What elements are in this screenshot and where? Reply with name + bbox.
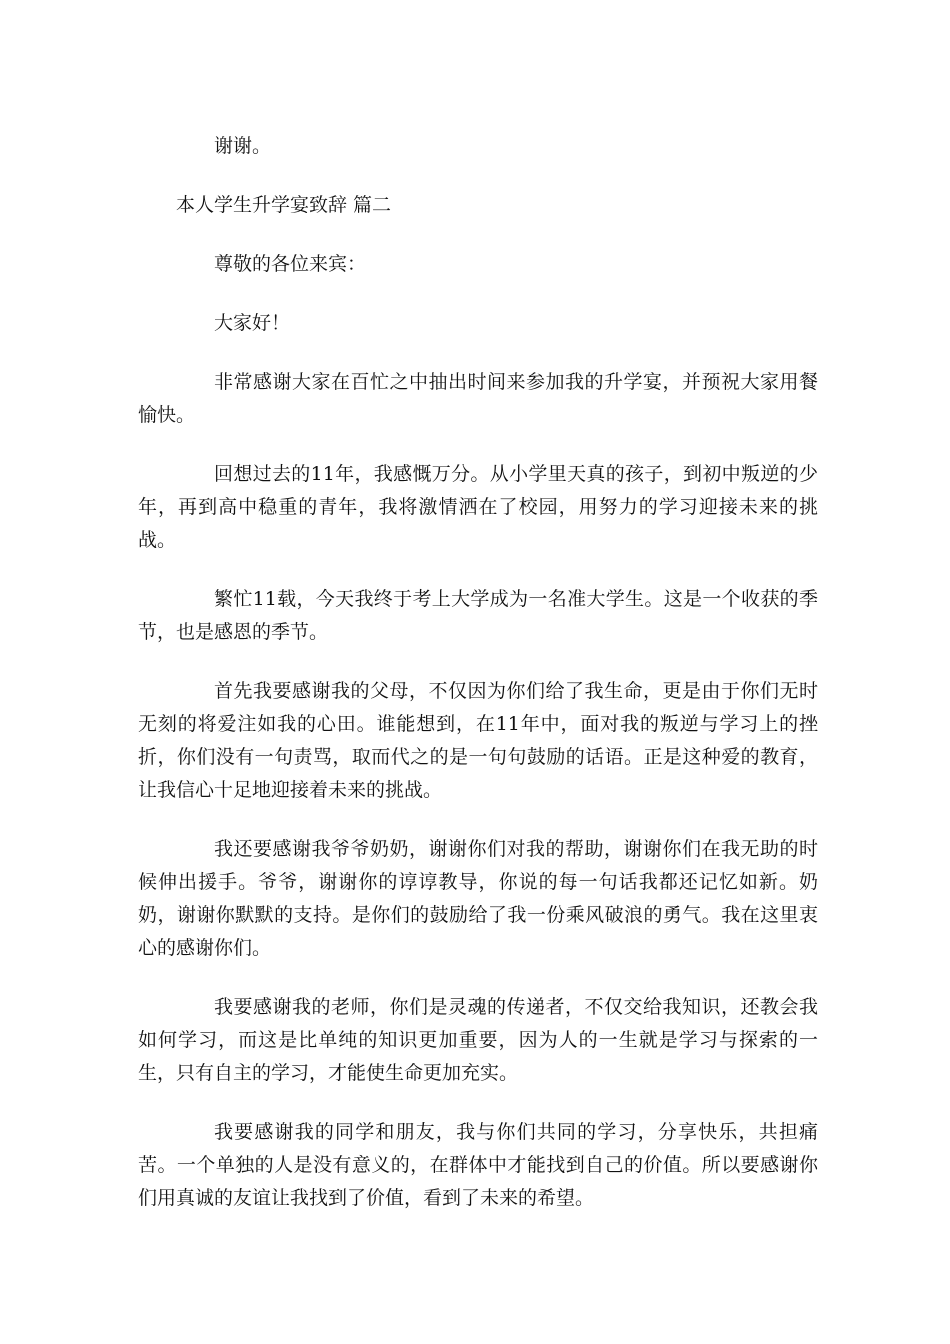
- salutation: 尊敬的各位来宾：: [214, 253, 367, 275]
- paragraph-parents: 首先我要感谢我的父母，不仅因为你们给了我生命，更是由于你们无时无刻的将爱注如我的心田。谁能想到，在11年中，面对我的叛逆与学习上的挫折，你们没有一句责骂，取而代之的是一句句鼓励的话语。正是这种爱的教育，让我信心十足地迎接着未来的挑战。: [138, 680, 818, 801]
- greeting: 大家好！: [214, 312, 291, 334]
- closing-thanks: 谢谢。: [214, 135, 272, 157]
- paragraph-grandparents: 我还要感谢我爷爷奶奶，谢谢你们对我的帮助，谢谢你们在我无助的时候伸出援手。爷爷，谢谢你的谆谆教导，你说的每一句话我都还记忆如新。奶奶，谢谢你默默的支持。是你们的鼓励给了我一份乘风破浪的勇气。我在这里衷心的感谢你们。: [138, 838, 818, 959]
- paragraph-friends: 我要感谢我的同学和朋友，我与你们共同的学习，分享快乐，共担痛苦。一个单独的人是没有意义的，在群体中才能找到自己的价值。所以要感谢你们用真诚的友谊让我找到了价值，看到了未来的希望。: [138, 1121, 818, 1209]
- paragraph-reflection: 回想过去的11年，我感慨万分。从小学里天真的孩子，到初中叛逆的少年，再到高中稳重的青年，我将激情洒在了校园，用努力的学习迎接未来的挑战。: [138, 463, 818, 551]
- document-body: [138, 130, 818, 1241]
- paragraph-thanks-guests: 非常感谢大家在百忙之中抽出时间来参加我的升学宴，并预祝大家用餐愉快。: [138, 371, 818, 426]
- section-heading: 本人学生升学宴致辞 篇二: [176, 194, 392, 216]
- paragraph-achievement: 繁忙11载，今天我终于考上大学成为一名准大学生。这是一个收获的季节，也是感恩的季节。: [138, 588, 818, 643]
- paragraph-teachers: 我要感谢我的老师，你们是灵魂的传递者，不仅交给我知识，还教会我如何学习，而这是比单纯的知识更加重要，因为人的一生就是学习与探索的一生，只有自主的学习，才能使生命更加充实。: [138, 996, 818, 1084]
